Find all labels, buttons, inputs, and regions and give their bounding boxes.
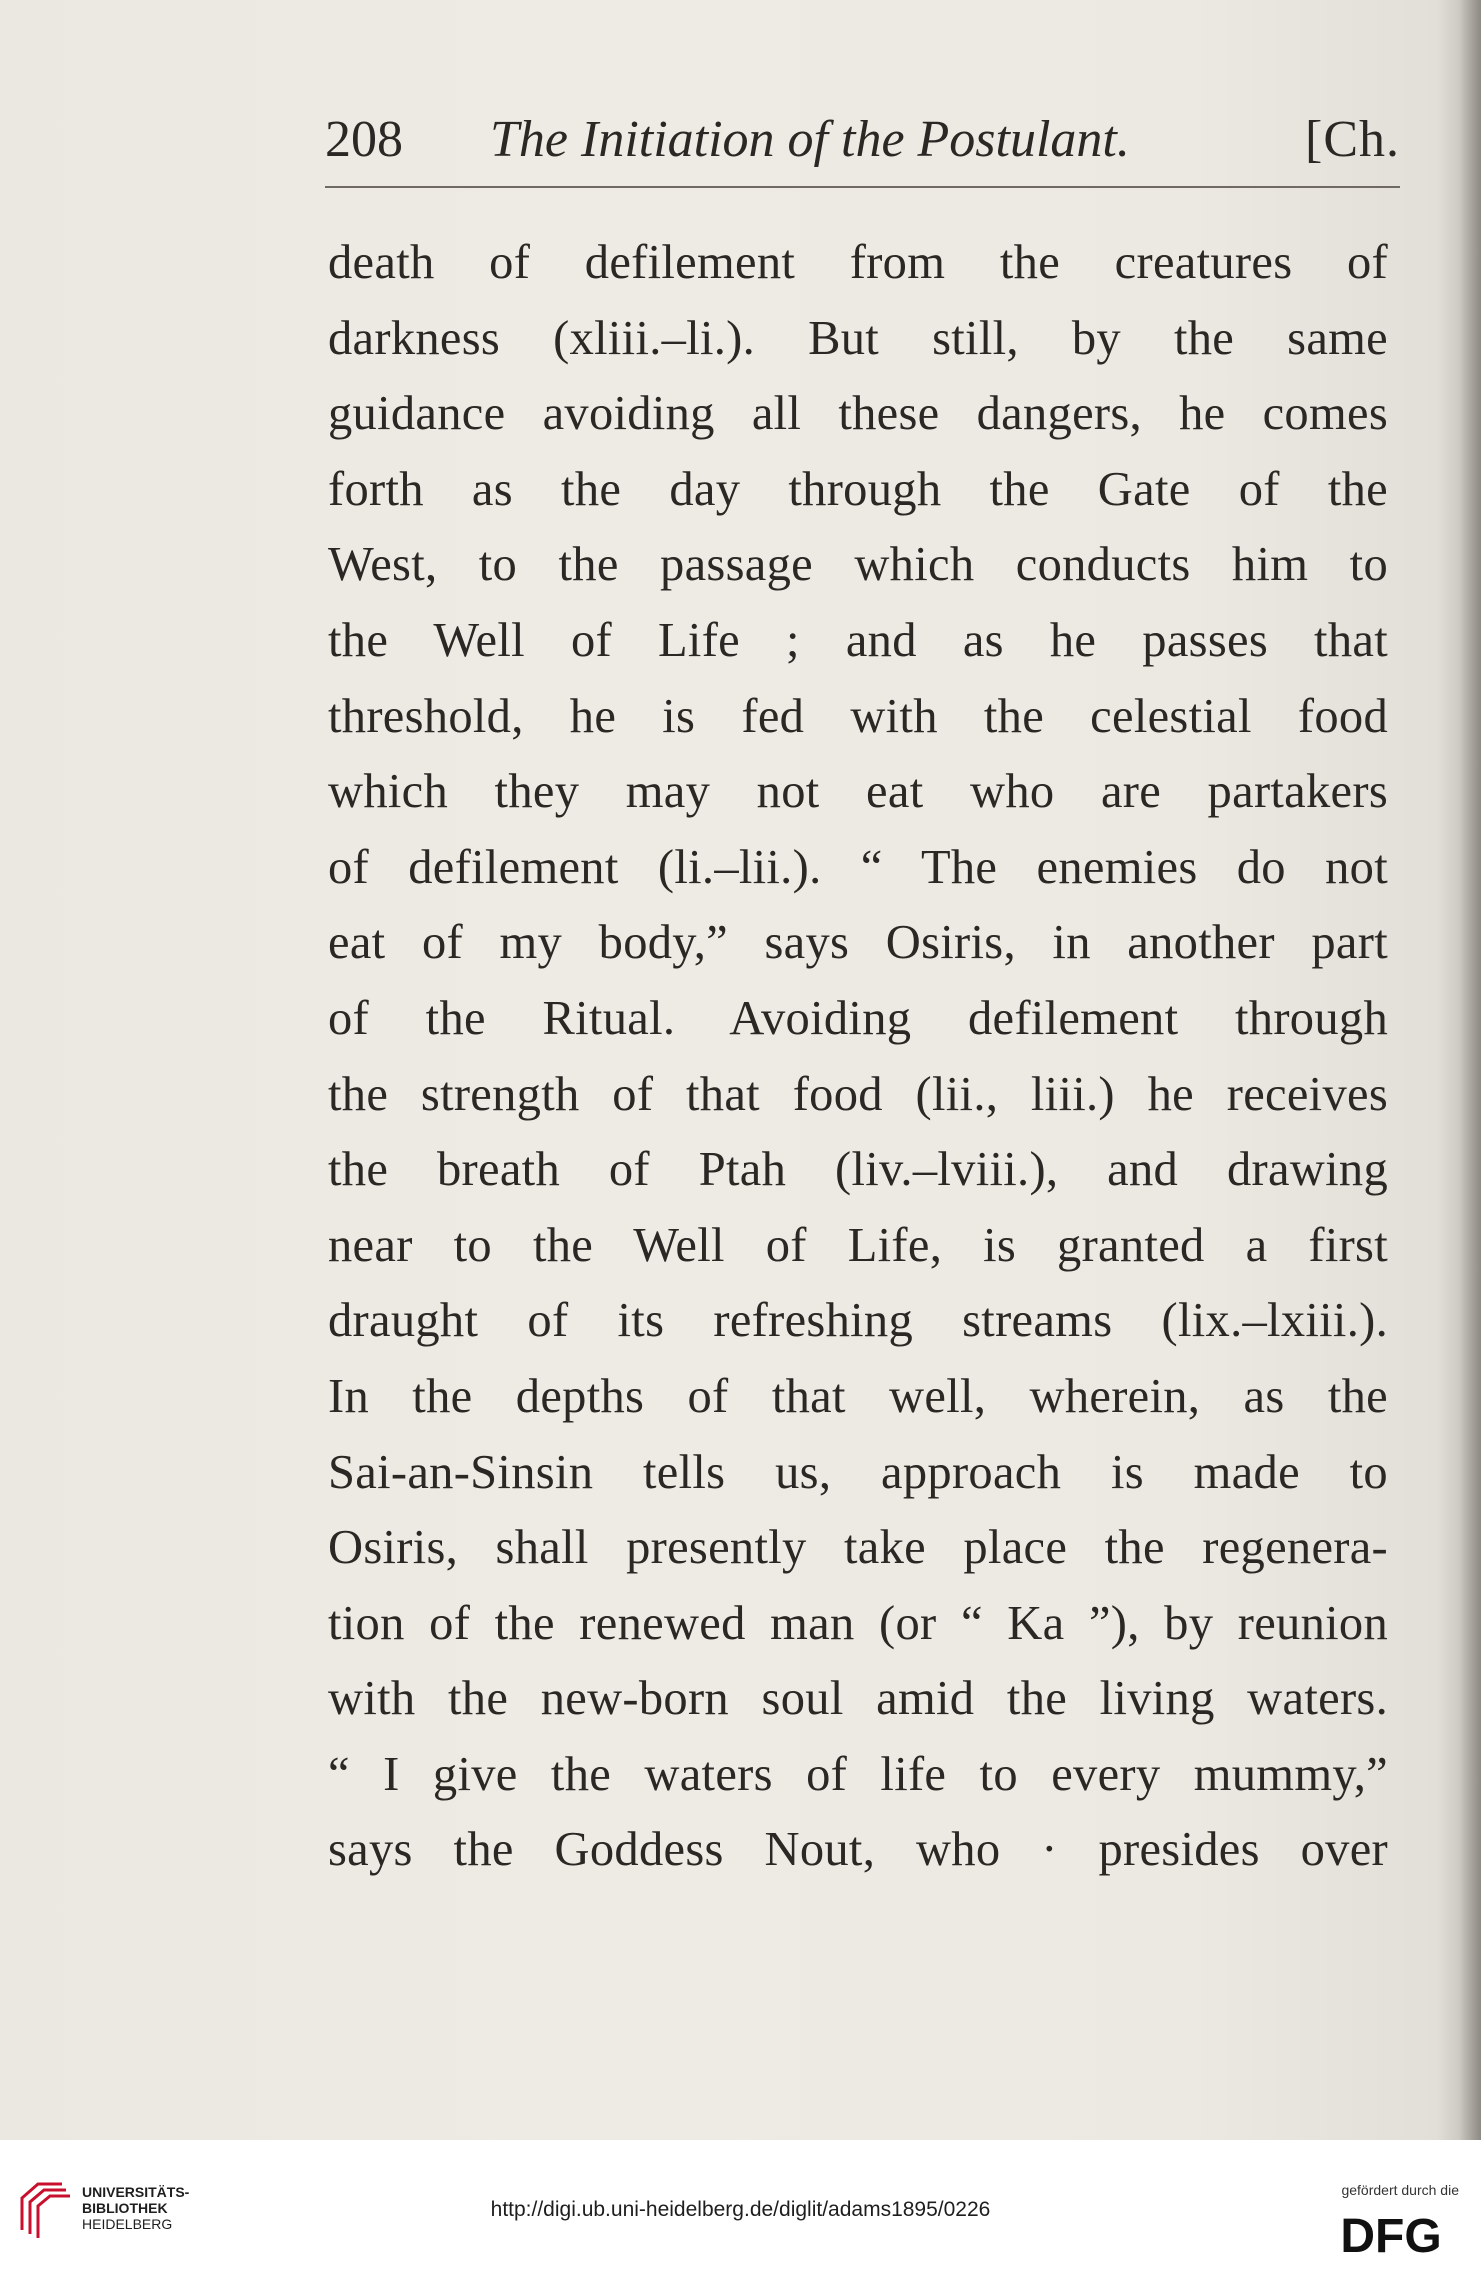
text-line: which they may not eat who are partakers	[328, 765, 1388, 819]
text-line: darkness (xliii.–li.). But still, by the same	[328, 311, 1388, 365]
text-line: the strength of that food (lii., liii.) he receives	[328, 1067, 1388, 1121]
dfg-logo-icon	[1325, 2208, 1457, 2260]
text-line: near to the Well of Life, is granted a first	[328, 1218, 1388, 1272]
library-name-line: UNIVERSITÄTS-	[82, 2184, 190, 2200]
text-line: West, to the passage which conducts him to	[328, 538, 1388, 592]
page-number: 208	[325, 111, 403, 168]
library-name-line: HEIDELBERG	[82, 2216, 173, 2232]
text-line: with the new-born soul amid the living waters.	[328, 1672, 1388, 1726]
text-line: of defilement (li.–lii.). “ The enemies do not	[328, 840, 1388, 894]
text-line: death of defilement from the creatures of	[328, 236, 1388, 289]
header-rule	[325, 186, 1400, 188]
text-line: Osiris, shall presently take place the regenera-	[328, 1521, 1388, 1575]
page-edge-shadow	[1459, 0, 1481, 2140]
text-line: draught of its refreshing streams (lix.–lxiii.).	[328, 1294, 1388, 1348]
text-line: says the Goddess Nout, who · presides over	[328, 1823, 1388, 1877]
digitization-footer	[0, 2140, 1481, 2276]
text-line: Sai-an-Sinsin tells us, approach is made to	[328, 1445, 1388, 1499]
running-title: The Initiation of the Postulant.	[490, 111, 1130, 168]
source-url-link[interactable]: http://digi.ub.uni-heidelberg.de/diglit/adams1895/0226	[490, 2198, 991, 2221]
text-line: threshold, he is fed with the celestial food	[328, 689, 1388, 743]
running-head	[325, 100, 1400, 180]
text-line: the breath of Ptah (liv.–lviii.), and drawing	[328, 1143, 1388, 1197]
text-line: “ I give the waters of life to every mummy,”	[328, 1747, 1388, 1801]
text-line: the Well of Life ; and as he passes that	[328, 613, 1388, 667]
library-name-line: BIBLIOTHEK	[82, 2200, 168, 2216]
text-line: guidance avoiding all these dangers, he comes	[328, 387, 1388, 441]
chapter-marker: [Ch.	[1305, 111, 1400, 168]
text-line: forth as the day through the Gate of the	[328, 462, 1388, 516]
text-line: eat of my body,” says Osiris, in another part	[328, 916, 1388, 970]
text-line: In the depths of that well, wherein, as the	[328, 1369, 1388, 1423]
text-line: tion of the renewed man (or “ Ka ”), by reunion	[328, 1596, 1388, 1650]
funding-note: gefördert durch die	[1341, 2182, 1459, 2198]
body-text	[328, 225, 1388, 1888]
dfg-logo-text: DFG	[1340, 2210, 1442, 2260]
text-line: of the Ritual. Avoiding defilement through	[328, 991, 1388, 1045]
